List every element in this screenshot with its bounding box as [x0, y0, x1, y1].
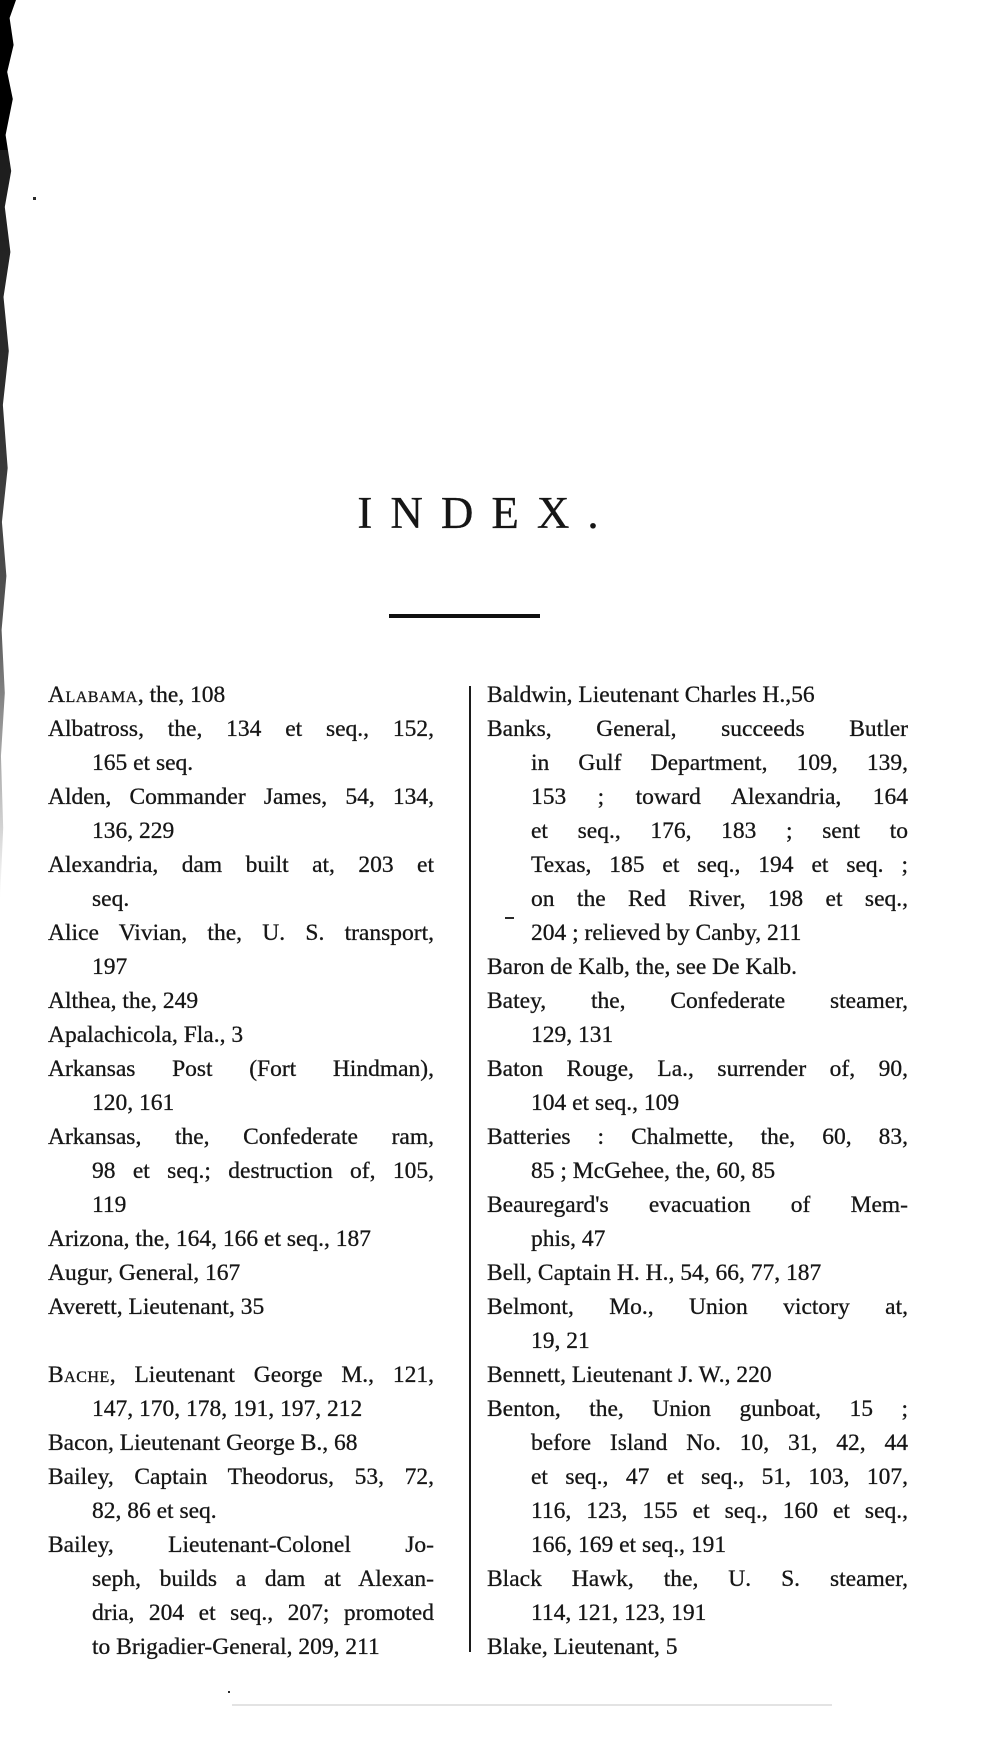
entry-first-line: Bennett, Lieutenant J. W., 220: [487, 1362, 772, 1388]
index-entry: [487, 1562, 908, 1630]
entry-first-line: Black Hawk, the, U. S. steamer,: [487, 1566, 908, 1592]
entry-continuation-line: in Gulf Department, 109, 139,: [531, 750, 908, 776]
entry-first-line: Albatross, the, 134 et seq., 152,: [48, 716, 434, 742]
entry-continuation-line: 119: [92, 1192, 127, 1218]
entry-first-line: Althea, the, 249: [48, 988, 199, 1014]
entry-first-line: Benton, the, Union gunboat, 15 ;: [487, 1396, 908, 1422]
entry-lead-word: Alabama: [48, 682, 138, 708]
entry-continuation-line: 147, 170, 178, 191, 197, 212: [92, 1396, 363, 1422]
entry-continuation-line: 166, 169 et seq., 191: [531, 1532, 727, 1558]
entry-first-line: Belmont, Mo., Union victory at,: [487, 1294, 908, 1320]
entry-first-line: Alden, Commander James, 54, 134,: [48, 784, 434, 810]
entry-continuation-line: seph, builds a dam at Alexan-: [92, 1566, 434, 1592]
column-divider-rule: [469, 686, 471, 1652]
index-entry: [48, 984, 434, 1018]
entry-first-line: Batteries : Chalmette, the, 60, 83,: [487, 1124, 908, 1150]
entry-first-line: Arkansas Post (Fort Hindman),: [48, 1056, 434, 1082]
index-entry: [487, 1630, 908, 1664]
index-entry: [48, 848, 434, 916]
index-entry: [487, 1358, 908, 1392]
entry-first-line: Augur, General, 167: [48, 1260, 241, 1286]
index-entry: [487, 1290, 908, 1358]
entry-continuation-line: 85 ; McGehee, the, 60, 85: [531, 1158, 776, 1184]
index-right-column: [487, 678, 908, 1664]
entry-continuation-line: seq.: [92, 886, 130, 912]
index-entry: [487, 678, 908, 712]
scan-edge-artifact: [0, 0, 16, 900]
index-entry: [487, 1052, 908, 1120]
index-entry: [48, 780, 434, 848]
entry-first-line: Bailey, Captain Theodorus, 53, 72,: [48, 1464, 434, 1490]
entry-continuation-line: et seq., 176, 183 ; sent to: [531, 818, 908, 844]
index-entry: [48, 1460, 434, 1528]
entry-first-line: Bacon, Lieutenant George B., 68: [48, 1430, 358, 1456]
entry-continuation-line: 116, 123, 155 et seq., 160 et seq.,: [531, 1498, 908, 1524]
entry-first-line: Baron de Kalb, the, see De Kalb.: [487, 954, 797, 980]
entry-continuation-line: 129, 131: [531, 1022, 614, 1048]
entry-first-line: Beauregard's evacuation of Mem-: [487, 1192, 908, 1218]
entry-continuation-line: 204 ; relieved by Canby, 211: [531, 920, 802, 946]
index-entry: [48, 1222, 434, 1256]
index-entry: [48, 1256, 434, 1290]
entry-continuation-line: 153 ; toward Alexandria, 164: [531, 784, 908, 810]
index-entry: [48, 1358, 434, 1426]
entry-first-line: Bache, Lieutenant George M., 121,: [48, 1362, 434, 1388]
entry-first-line: Banks, General, succeeds Butler: [487, 716, 908, 742]
entry-continuation-line: Texas, 185 et seq., 194 et seq. ;: [531, 852, 908, 878]
entry-first-line: Bailey, Lieutenant-Colonel Jo-: [48, 1532, 434, 1558]
index-entry: [48, 1290, 434, 1324]
entry-continuation-line: et seq., 47 et seq., 51, 103, 107,: [531, 1464, 908, 1490]
index-entry: [487, 950, 908, 984]
index-entry: [487, 1188, 908, 1256]
entry-continuation-line: 197: [92, 954, 128, 980]
entry-first-line: Apalachicola, Fla., 3: [48, 1022, 244, 1048]
scan-speck: [228, 1691, 230, 1693]
entry-continuation-line: to Brigadier-General, 209, 211: [92, 1634, 380, 1660]
entry-first-line: Blake, Lieutenant, 5: [487, 1634, 678, 1660]
entry-first-line: Baton Rouge, La., surrender of, 90,: [487, 1056, 908, 1082]
index-entry: [48, 712, 434, 780]
entry-first-line: Arizona, the, 164, 166 et seq., 187: [48, 1226, 372, 1252]
entry-continuation-line: dria, 204 et seq., 207; promoted: [92, 1600, 434, 1626]
index-entry: [48, 1018, 434, 1052]
entry-continuation-line: 104 et seq., 109: [531, 1090, 680, 1116]
index-entry: [487, 1392, 908, 1562]
page-title: INDEX.: [357, 488, 617, 538]
entry-lead-word: Bache: [48, 1362, 110, 1388]
entry-first-line: Batey, the, Confederate steamer,: [487, 988, 908, 1014]
index-entry: [487, 1256, 908, 1290]
entry-continuation-line: before Island No. 10, 31, 42, 44: [531, 1430, 908, 1456]
entry-first-line: Averett, Lieutenant, 35: [48, 1294, 265, 1320]
index-entry: [487, 984, 908, 1052]
index-entry: [48, 1426, 434, 1460]
index-entry: [48, 678, 434, 712]
index-entry: [48, 1120, 434, 1222]
index-entry: [48, 1052, 434, 1120]
entry-continuation-line: phis, 47: [531, 1226, 606, 1252]
entry-first-line: Arkansas, the, Confederate ram,: [48, 1124, 434, 1150]
entry-continuation-line: 165 et seq.: [92, 750, 194, 776]
entry-first-line: Baldwin, Lieutenant Charles H.,56: [487, 682, 815, 708]
scan-bottom-artifact: [232, 1704, 832, 1706]
entry-continuation-line: 120, 161: [92, 1090, 175, 1116]
entry-first-line: Alexandria, dam built at, 203 et: [48, 852, 434, 878]
index-left-column: [48, 678, 434, 1664]
entry-first-line: Alice Vivian, the, U. S. transport,: [48, 920, 434, 946]
entry-continuation-line: 136, 229: [92, 818, 175, 844]
entry-continuation-line: 19, 21: [531, 1328, 590, 1354]
entry-continuation-line: 82, 86 et seq.: [92, 1498, 217, 1524]
entry-continuation-line: 98 et seq.; destruction of, 105,: [92, 1158, 434, 1184]
index-entry: [48, 1528, 434, 1664]
entry-first-line: Alabama, the, 108: [48, 682, 226, 708]
entry-continuation-line: on the Red River, 198 et seq.,: [531, 886, 908, 912]
index-entry: [487, 1120, 908, 1188]
title-divider-rule: [389, 614, 540, 618]
scan-speck: [33, 197, 36, 200]
entry-continuation-line: 114, 121, 123, 191: [531, 1600, 707, 1626]
index-entry: [487, 712, 908, 950]
index-entry: [48, 916, 434, 984]
entry-first-line: Bell, Captain H. H., 54, 66, 77, 187: [487, 1260, 822, 1286]
